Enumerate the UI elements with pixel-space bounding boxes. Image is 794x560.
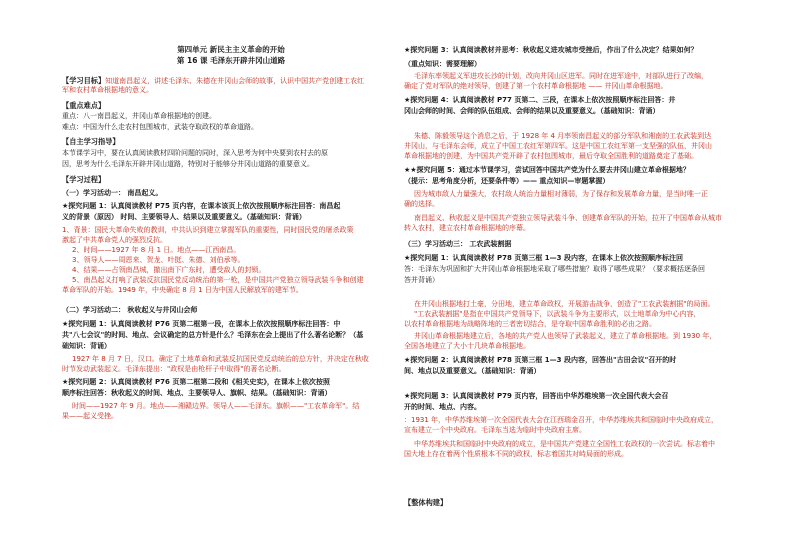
difficulty: 难点：中国为什么走农村包围城市，武装夺取政权的革命道路。 bbox=[62, 123, 258, 131]
answer-7-line-1: 南昌起义、秋收起义是中国共产党独立领导武装斗争、创建革命军队的开始，拉开了中国革命从城市 bbox=[414, 214, 722, 222]
answer-11-line-2: 国大地上存在着两个性质根本不同的政权，标志着国共对峙局面的形成。 bbox=[404, 450, 628, 458]
question-7-line-3: 答并背诵） bbox=[404, 276, 439, 284]
objective-label: 【学习目标】 bbox=[62, 76, 106, 85]
question-2-line-3: 础知识：背诵） bbox=[62, 342, 111, 350]
activity-2-heading: （二）学习活动二： 秋收起义与井冈山会师 bbox=[62, 306, 198, 314]
process-label: 【学习过程】 bbox=[62, 175, 106, 184]
activity-1-heading: （一）学习活动一： 南昌起义。 bbox=[62, 189, 163, 197]
activity-3-heading: （三）学习活动三： 工农武装割据 bbox=[404, 240, 512, 248]
objective-line-1 bbox=[62, 76, 364, 86]
answer-11-line-1: 中华苏维埃共和国临时中央政府的成立，是中国共产党建立全国性工农政权的一次尝试。标志着中 bbox=[414, 440, 715, 448]
answer-8-line-3: 以农村革命根据地为战略阵地的三者密切结合，是夺取中国革命胜利的必由之路。 bbox=[404, 320, 656, 328]
lesson-title: 第 16 课 毛泽东开辟井冈山道路 bbox=[176, 56, 286, 65]
question-1-line-2: 义的背景（原因） 时间、主要领导人、结果以及重要意义。（基础知识：背诵） bbox=[62, 213, 306, 221]
answer-10-line-2: 宣布建立一个中央政府。毛泽东当选为临时中央政府主席。 bbox=[404, 426, 586, 434]
answer-5-line-2: 井冈山，与毛泽东会师，成立了中国工农红军第四军。这是中国工农红军第一支坚强的队伍，井冈山 bbox=[404, 142, 712, 150]
objective-text-2: 军和农村革命根据地的意义。 bbox=[62, 86, 153, 94]
left-column bbox=[62, 0, 400, 560]
answer-8-line-4: 井冈山革命根据地建立后，各地的共产党人也领导了武装起义，建立了革命根据地。到 1930 年， bbox=[414, 332, 717, 340]
answer-5-line-1: 朱德、陈毅领导这个消息之后，于 1928 年 4 月率领南昌起义的部分军队和湘南的工农武装到达 bbox=[414, 132, 712, 140]
summary-label: 【整体构建】 bbox=[404, 498, 448, 507]
answer-1-line-2: 激起了中共革命党人的强烈反抗。 bbox=[62, 236, 167, 244]
question-3-line-2: 顺序标注回答：秋收起义的时间、地点、主要领导人、旗帜、结果。（基础知识：背诵） bbox=[62, 389, 332, 397]
question-4: ★探究问题 3：认真阅读教材并思考：秋收起义进攻城市受挫后，作出了什么决定？结果如何？ bbox=[404, 46, 698, 54]
answer-6-line-1: 因为城市敌人力量强大，农村敌人统治力量相对薄弱，为了保存和发展革命力量，是当时唯一正 bbox=[414, 190, 708, 198]
answer-1-line-6: 5、南昌起义打响了武装反抗国民党反动统治的第一枪，是中国共产党独立领导武装斗争和创建 bbox=[72, 276, 364, 284]
question-2-line-1: ★探究问题 1：认真阅读教材 P76 页第二框第一段，在课本上依次按照顺序标注回答：中 bbox=[62, 320, 341, 328]
guide-label: 【自主学习指导】 bbox=[62, 137, 120, 146]
answer-7-line-2: 转入农村，建立农村革命根据地的序幕。 bbox=[404, 224, 530, 232]
answer-10-line-1: ：1931 年，中华苏维埃第一次全国代表大会在江西瑞金召开，中华苏维埃共和国临时中央政府成立， bbox=[404, 416, 719, 424]
question-2-line-2: 共"八七会议"的时间、地点、会议确定的总方针是什么？毛泽东在会上提出了什么著名论断？（基 bbox=[62, 331, 364, 339]
answer-3-line-2: 果——起义受挫。 bbox=[62, 412, 118, 420]
question-10-line-2: 开的时间、地点、内容。 bbox=[404, 403, 481, 411]
question-6-line-1: ★★探究问题 5：通过本节课学习，尝试回答中国共产党为什么要去井冈山建立革命根据地？ bbox=[404, 166, 690, 174]
objective-text-1: 知道南昌起义，讲述毛泽东、朱德在井冈山会师的故事，认识中国共产党创建工农红 bbox=[105, 77, 365, 85]
answer-8-line-5: 全国各地建立了大小十几块革命根据地。 bbox=[404, 342, 530, 350]
key-point: 重点：八一南昌起义，井冈山革命根据地的创建。 bbox=[62, 112, 216, 120]
guide-line-1: 本节课学习中，要在认真阅读教材四阶问题的同时，深入思考为何中央要到农村去的原 bbox=[62, 149, 328, 157]
answer-4-line-1: 毛泽东率领起义军进攻长沙的计划，改向井冈山区进军。同时在进军途中，对部队进行了改编， bbox=[414, 72, 708, 80]
question-7-line-2: 答：毛泽东为巩固和扩大井冈山革命根据地采取了哪些措施？取得了哪些成果？（要求概括逐条回 bbox=[404, 265, 705, 273]
right-column bbox=[404, 0, 756, 560]
answer-1-line-7: 革命军队的开始。1949 年，中央确定 8 月 1 日为中国人民解放军的建军节。 bbox=[62, 286, 303, 294]
question-9-line-2: 间、地点以及重要意义。（基础知识：背诵） bbox=[404, 367, 541, 375]
answer-4-line-2: 确定了党对军队的绝对领导，创建了第一个农村革命根据地 —— 井冈山革命根据地。 bbox=[404, 82, 668, 90]
question-6-line-2: （提示：思考角度分析，还要条件等）—— 重点知识—审题掌握） bbox=[404, 177, 610, 185]
answer-1-line-1: 1、背景：国民大革命失败的教训，中共认识到建立掌握军队的重要性，同时国民党的屠杀政策 bbox=[62, 226, 354, 234]
answer-1-line-5: 4、结果——占领南昌城，撤出南下广东时，遭受敌人的封锁。 bbox=[72, 266, 266, 274]
answer-1-line-3: 2、时间——1927 年 8 月 1 日。地点——江西南昌。 bbox=[72, 246, 241, 254]
answer-2-line-1: 1927 年 8 月 7 日，汉口。确定了土地革命和武装反抗国民党反动统治的总方针，并决定在秋收 bbox=[72, 355, 369, 363]
question-10-line-1: ★探究问题 3：认真阅读教材 P79 页内容，回答出中华苏维埃第一次全国代表大会召 bbox=[404, 392, 669, 400]
answer-5-line-3: 革命根据地的创建，为中国共产党开辟了农村包围城市，最后夺取全国胜利的道路奠定了基础。 bbox=[404, 152, 698, 160]
question-9-line-1: ★探究问题 2：认真阅读教材 P78 页第三框 1—3 段内容，回答出"古田会议"召开的时 bbox=[404, 356, 677, 364]
answer-2-line-2: 时节发动武装起义。毛泽东提出："政权是由枪杆子中取得"的著名论断。 bbox=[62, 365, 286, 373]
guide-line-2: 因，思考为什么毛泽东开辟井冈山道路，特别对于能够分井冈山道路的重要意义。 bbox=[62, 160, 314, 168]
answer-3-line-1: 时间——1927 年 9 月。地点——湘赣边界。领导人——毛泽东。旗帜——"工农革命军"。结 bbox=[72, 402, 360, 410]
answer-8-line-2: "工农武装割据"是指在中国共产党领导下，以武装斗争为主要形式，以土地革命为中心内容， bbox=[414, 310, 701, 318]
question-3-line-1: ★探究问题 2：认真阅读教材 P76 页第二框第二段和《相关史实》，在课本上依次按照 bbox=[62, 378, 330, 386]
question-5-line-2: 冈山会师的时间、会师的队伍组成、会师的结果以及重要意义。（基础知识：背诵） bbox=[404, 107, 660, 115]
question-5-line-1: ★探究问题 4：认真阅读教材 P77 页第二、三段，在课本上依次按照顺序标注回答：井 bbox=[404, 96, 676, 104]
unit-title: 第四单元 新民主主义革命的开始 bbox=[177, 45, 285, 54]
answer-8-line-1: 在井冈山根据地打土豪，分田地，建立革命政权，开展游击战争，创造了"工农武装割据"的局面。 bbox=[414, 300, 715, 308]
answer-1-line-4: 3、领导人——周恩来、贺龙、叶挺、朱德、刘伯承等。 bbox=[72, 256, 245, 264]
keypoints-label: 【重点难点】 bbox=[62, 101, 106, 110]
question-7-line-1: ★探究问题 1：认真阅读教材 P78 页第三框 1—3 段内容，在课本上依次按照顺序标注回 bbox=[404, 254, 683, 262]
answer-6-line-2: 确的选择。 bbox=[404, 200, 439, 208]
focus-label: （重点知识：需要理解） bbox=[404, 60, 481, 68]
question-1-line-1: ★探究问题 1：认真阅读教材 P75 页内容，在课本该页上依次按照顺序标注回答：南昌起 bbox=[62, 202, 341, 210]
